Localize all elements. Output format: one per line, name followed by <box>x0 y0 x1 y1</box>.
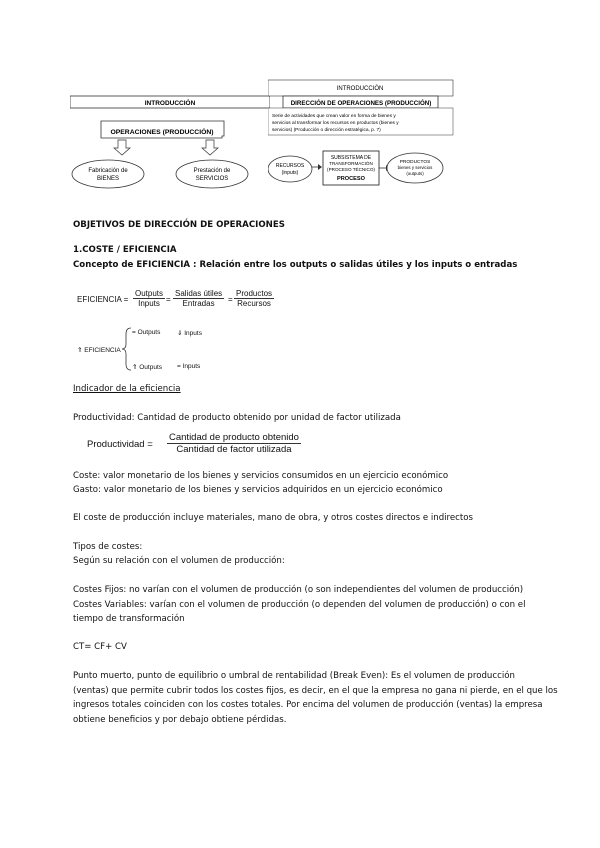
formula-productividad <box>87 432 327 462</box>
diagram-right-output-2: bienes y servicios <box>397 165 433 170</box>
diagram-right-header: INTRODUCCIÓN <box>336 86 384 92</box>
brace-row2-right: = Inputs <box>177 363 201 370</box>
formula-eficiencia <box>77 289 297 319</box>
productividad-lhs: Productividad = <box>87 439 153 450</box>
costes-fijos: Costes Fijos: no varían con el volumen de producción (o son independientes del volumen de producción) <box>73 585 524 595</box>
diagram-right-desc-3: servicios) (Producción o dirección estratégica, p. 7) <box>272 128 381 133</box>
brace-label: ⇑ EFICIENCIA <box>77 347 121 354</box>
formula-f1-num: Outputs <box>135 289 164 298</box>
diagram-right-input-1: RECURSOS <box>275 163 305 169</box>
formula-f2-den: Entradas <box>182 299 215 308</box>
diagram-left-operations: OPERACIONES (PRODUCCIÓN) <box>110 129 214 136</box>
gasto-def: Gasto: valor monetario de los bienes y servicios adquiridos en un ejercicio económico <box>73 485 443 495</box>
formula-eficiencia-lhs: EFICIENCIA = <box>77 295 129 304</box>
formula-f1-den: Inputs <box>138 299 160 308</box>
coste-title: 1.COSTE / EFICIENCIA <box>73 245 177 255</box>
punto-muerto-4: obtiene beneficios y por debajo obtiene pérdidas. <box>73 715 287 725</box>
diagram-right-title: DIRECCIÓN DE OPERACIONES (PRODUCCIÓN) <box>290 100 432 107</box>
diagram-right-output-3: (outputs) <box>406 171 424 176</box>
diagram-right-process-2: TRANSFORMACIÓN <box>329 161 373 166</box>
brace-row1-left: = Outputs <box>132 329 161 336</box>
diagram-right-desc-2: servicios al transformar los recursos en productos (bienes y <box>272 121 399 126</box>
eficiencia-brace <box>77 326 277 376</box>
arrow-right-icon-1 <box>318 164 322 170</box>
diagram-right-process-3: (PROCESO TÉCNICO) <box>327 167 375 172</box>
costes-variables-2: tiempo de transformación <box>73 614 185 624</box>
tipos-title: Tipos de costes: <box>73 542 143 552</box>
indicador-title: Indicador de la eficiencia <box>73 384 181 394</box>
punto-muerto-2: (ventas) que permite cubrir todos los costes fijos, es decir, en el que la empresa no gana ni pierde, en el que los <box>73 686 558 696</box>
diagram-left-services-1: Prestación de <box>193 168 231 174</box>
formula-f3-den: Recursos <box>237 299 271 308</box>
formula-f3-num: Productos <box>236 289 273 298</box>
section-title: OBJETIVOS DE DIRECCIÓN DE OPERACIONES <box>73 220 285 230</box>
brace-row1-right: ⇓ Inputs <box>177 330 202 337</box>
punto-muerto-1: Punto muerto, punto de equilibrio o umbral de rentabilidad (Break Even): Es el volumen de producción <box>73 671 515 681</box>
arrow-down-icon-right <box>202 140 218 155</box>
diagram-right-desc-1: Serie de actividades que crean valor en forma de bienes y <box>272 114 396 119</box>
formula-eq-1: = <box>166 295 171 304</box>
productividad-num: Cantidad de producto obtenido <box>169 432 299 443</box>
coste-def: Coste: valor monetario de los bienes y servicios consumidos en un ejercicio económico <box>73 471 449 481</box>
coste-produccion: El coste de producción incluye materiales, mano de obra, y otros costes directos e indirectos <box>73 513 473 523</box>
arrow-down-icon-left <box>114 140 130 155</box>
tipos-sub: Según su relación con el volumen de producción: <box>73 556 285 566</box>
diagram-left-services-2: SERVICIOS <box>195 176 229 182</box>
formula-eq-2: = <box>228 295 233 304</box>
diagram-left-goods-2: BIENES <box>96 176 120 182</box>
diagram-left-goods-1: Fabricación de <box>88 168 128 174</box>
diagram-right-input-2: (inputs) <box>281 170 299 176</box>
productividad-def: Productividad: Cantidad de producto obtenido por unidad de factor utilizada <box>73 413 401 423</box>
diagram-right-output-1: PRODUCTOS <box>399 160 431 165</box>
diagram-left-header: INTRODUCCIÓN <box>144 100 196 107</box>
costes-variables-1: Costes Variables: varían con el volumen de producción (o dependen del volumen de producción) o con el <box>73 600 526 610</box>
eficiencia-concept: Concepto de EFICIENCIA : Relación entre los outputs o salidas útiles y los inputs o entradas <box>73 260 518 270</box>
diagram-right-process-1: SUBSISTEMA DE <box>330 155 372 161</box>
productividad-den: Cantidad de factor utilizada <box>176 444 292 455</box>
formula-f2-num: Salidas útiles <box>175 289 223 298</box>
brace-row2-left: ⇑ Outputs <box>132 364 163 371</box>
ct-formula: CT= CF+ CV <box>73 642 127 652</box>
diagram-direccion <box>268 77 458 192</box>
diagram-operaciones <box>70 85 270 195</box>
diagram-right-process-4: PROCESO <box>337 176 365 182</box>
punto-muerto-3: ingresos totales coinciden con los costes totales. Por encima del volumen de producción (ventas) la empresa <box>73 700 543 710</box>
